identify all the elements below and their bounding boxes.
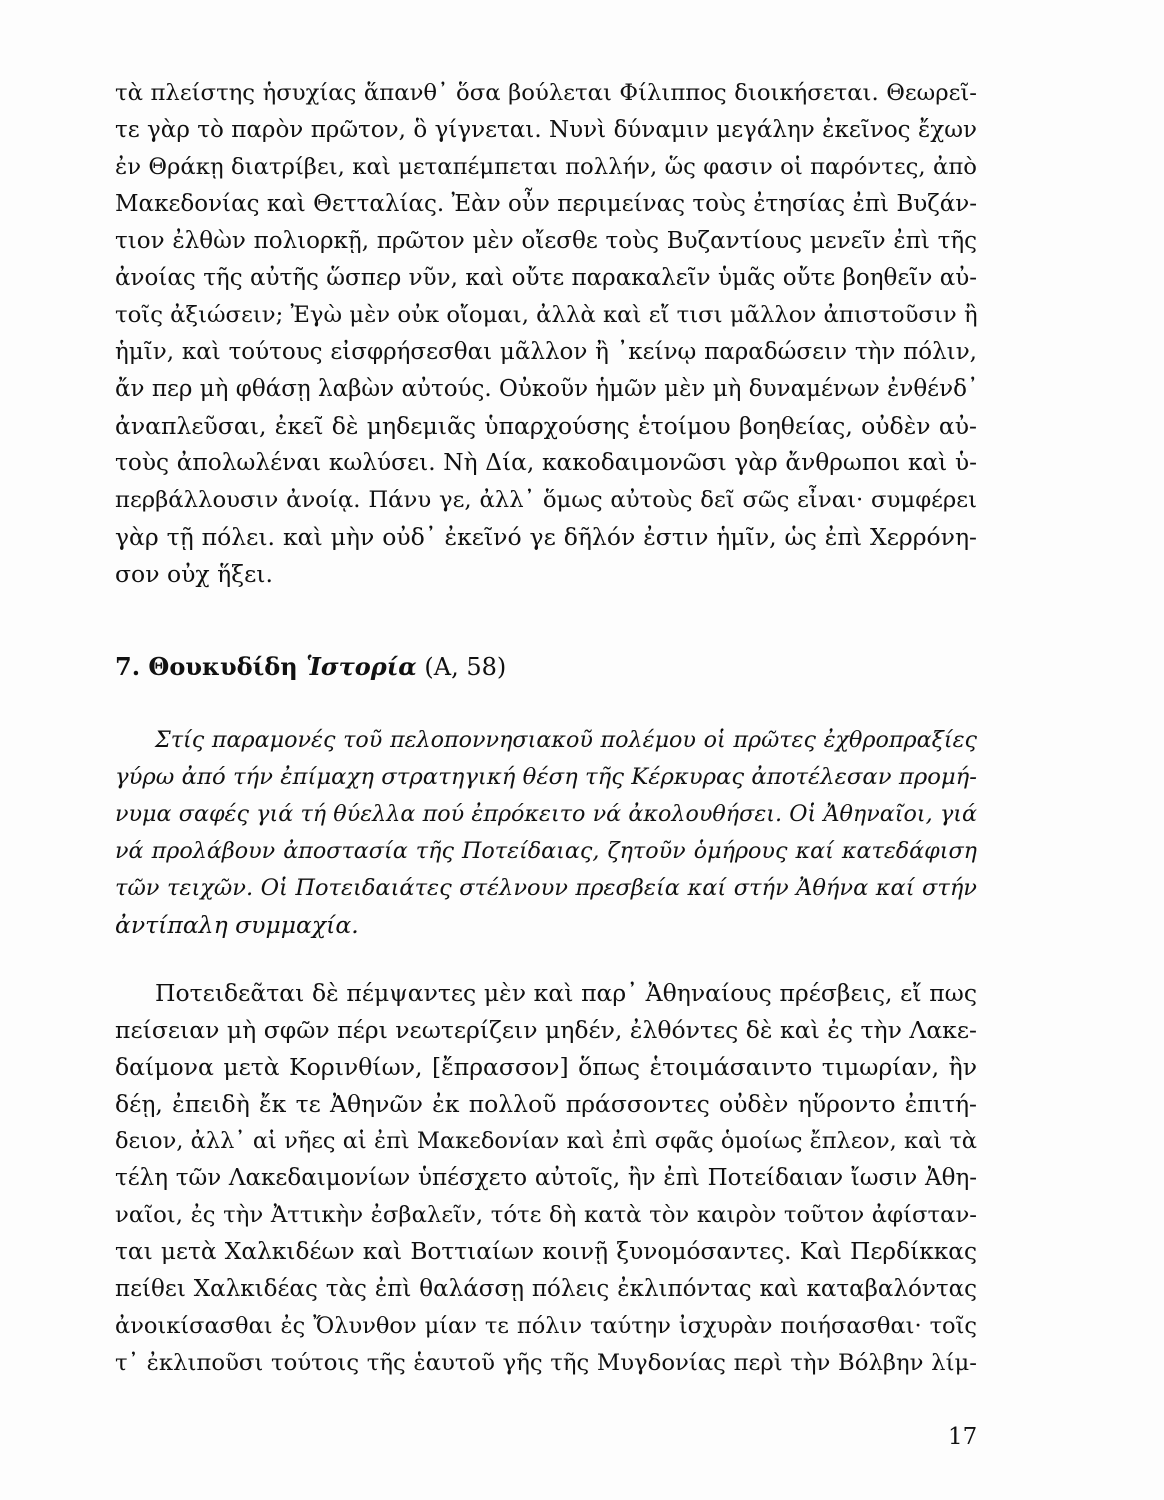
text-line: ναῖοι, ἐς τὴν Ἀττικὴν ἐσβαλεῖν, τότε δὴ κατὰ τὸν καιρὸν τοῦτον ἀφίσταν-	[115, 1202, 977, 1228]
text-line: τὰ πλείστης ἡσυχίας ἅπανθ᾽ ὅσα βούλεται Φίλιππος διοικήσεται. Θεωρεῖ-	[115, 80, 977, 106]
text-line: σον οὐχ ἥξει.	[115, 560, 273, 588]
summary-line: νυμα σαφές γιά τή θύελλα πού ἐπρόκειτο νά ἀκολουθήσει. Οἱ Ἀθηναῖοι, γιά	[115, 801, 977, 827]
text-line: τοὺς ἀπολωλέναι κωλύσει. Νὴ Δία, κακοδαιμονῶσι γὰρ ἄνθρωποι καὶ ὑ-	[115, 449, 977, 476]
text-line: ἀνοικίσασθαι ἐς Ὄλυνθον μίαν τε πόλιν ταύτην ἰσχυρὰν ποιήσασθαι· τοῖς	[115, 1313, 977, 1339]
summary-line: τῶν τειχῶν. Οἱ Ποτειδαιάτες στέλνουν πρεσβεία καί στήν Ἀθήνα καί στήν	[115, 875, 977, 901]
text-line: περβάλλουσιν ἀνοίᾳ. Πάνυ γε, ἀλλ᾽ ὅμως αὐτοὺς δεῖ σῶς εἶναι· συμφέρει	[115, 487, 977, 513]
text-line: ἀναπλεῦσαι, ἐκεῖ δὲ μηδεμιᾶς ὑπαρχούσης ἑτοίμου βοηθείας, οὐδὲν αὐ-	[115, 412, 977, 440]
summary-line: ἀντίπαλη συμμαχία.	[115, 911, 359, 939]
summary-line: Στίς παραμονές τοῦ πελοποννησιακοῦ πολέμου οἱ πρῶτες ἐχθροπραξίες	[155, 727, 977, 753]
text-line: ἐν Θράκῃ διατρίβει, καὶ μεταπέμπεται πολλήν, ὥς φασιν οἱ παρόντες, ἀπὸ	[115, 154, 977, 180]
text-line: γὰρ τῇ πόλει. καὶ μὴν οὐδ᾽ ἐκεῖνό γε δῆλόν ἐστιν ἡμῖν, ὡς ἐπὶ Χερρόνη-	[115, 523, 977, 551]
text-line: τ᾽ ἐκλιποῦσι τούτοις τῆς ἑαυτοῦ γῆς τῆς Μυγδονίας περὶ τὴν Βόλβην λίμ-	[115, 1350, 977, 1376]
text-line: ἡμῖν, καὶ τούτους εἰσφρήσεσθαι μᾶλλον ἢ ᾽κείνῳ παραδώσειν τὴν πόλιν,	[115, 339, 977, 365]
text-line: τε γὰρ τὸ παρὸν πρῶτον, ὃ γίγνεται. Νυνὶ δύναμιν μεγάλην ἐκεῖνος ἔχων	[115, 117, 977, 143]
text-line: πείθει Χαλκιδέας τὰς ἐπὶ θαλάσσῃ πόλεις ἐκλιπόντας καὶ καταβαλόντας	[115, 1276, 977, 1302]
section-heading	[115, 652, 506, 682]
text-line: τιον ἐλθὼν πολιορκῇ, πρῶτον μὲν οἴεσθε τοὺς Βυζαντίους μενεῖν ἐπὶ τῆς	[115, 228, 977, 254]
page-number: 17	[948, 1424, 978, 1450]
text-line: ἀνοίας τῆς αὐτῆς ὥσπερ νῦν, καὶ οὔτε παρακαλεῖν ὑμᾶς οὔτε βοηθεῖν αὐ-	[115, 265, 977, 291]
section-work-title: Ἱστορία	[306, 652, 417, 681]
text-line: τέλη τῶν Λακεδαιμονίων ὑπέσχετο αὐτοῖς, ἢν ἐπὶ Ποτείδαιαν ἴωσιν Ἀθη-	[115, 1165, 977, 1191]
section-number-author: 7. Θουκυδίδη	[115, 652, 307, 681]
text-line: δειον, ἀλλ᾽ αἱ νῆες αἱ ἐπὶ Μακεδονίαν καὶ ἐπὶ σφᾶς ὁμοίως ἔπλεον, καὶ τὰ	[115, 1128, 977, 1154]
text-line: πείσειαν μὴ σφῶν πέρι νεωτερίζειν μηδέν, ἐλθόντες δὲ καὶ ἐς τὴν Λακε-	[115, 1016, 977, 1044]
summary-line: νά προλάβουν ἀποστασία τῆς Ποτείδαιας, ζητοῦν ὁμήρους καί κατεδάφιση	[115, 838, 977, 864]
text-line: Ποτειδεᾶται δὲ πέμψαντες μὲν καὶ παρ᾽ Ἀθηναίους πρέσβεις, εἴ πως	[155, 979, 977, 1007]
text-line: ἄν περ μὴ φθάσῃ λαβὼν αὐτούς. Οὐκοῦν ἡμῶν μὲν μὴ δυναμένων ἐνθένδ᾽	[115, 376, 979, 402]
text-line: ται μετὰ Χαλκιδέων καὶ Βοττιαίων κοινῇ ξυνομόσαντες. Καὶ Περδίκκας	[115, 1238, 977, 1265]
text-line: τοῖς ἀξιώσειν; Ἐγὼ μὲν οὐκ οἴομαι, ἀλλὰ καὶ εἴ τισι μᾶλλον ἀπιστοῦσιν ἢ	[115, 302, 978, 328]
text-line: δαίμονα μετὰ Κορινθίων, [ἔπρασσον] ὅπως ἑτοιμάσαιντο τιμωρίαν, ἢν	[115, 1053, 977, 1081]
section-reference: (Α, 58)	[416, 653, 507, 681]
summary-line: γύρω ἀπό τήν ἐπίμαχη στρατηγική θέση τῆς Κέρκυρας ἀποτέλεσαν προμή-	[115, 764, 977, 790]
text-line: δέῃ, ἐπειδὴ ἔκ τε Ἀθηνῶν ἐκ πολλοῦ πράσσοντες οὐδὲν ηὕροντο ἐπιτή-	[115, 1090, 977, 1118]
text-line: Μακεδονίας καὶ Θετταλίας. Ἐὰν οὖν περιμείνας τοὺς ἐτησίας ἐπὶ Βυζάν-	[115, 191, 977, 217]
